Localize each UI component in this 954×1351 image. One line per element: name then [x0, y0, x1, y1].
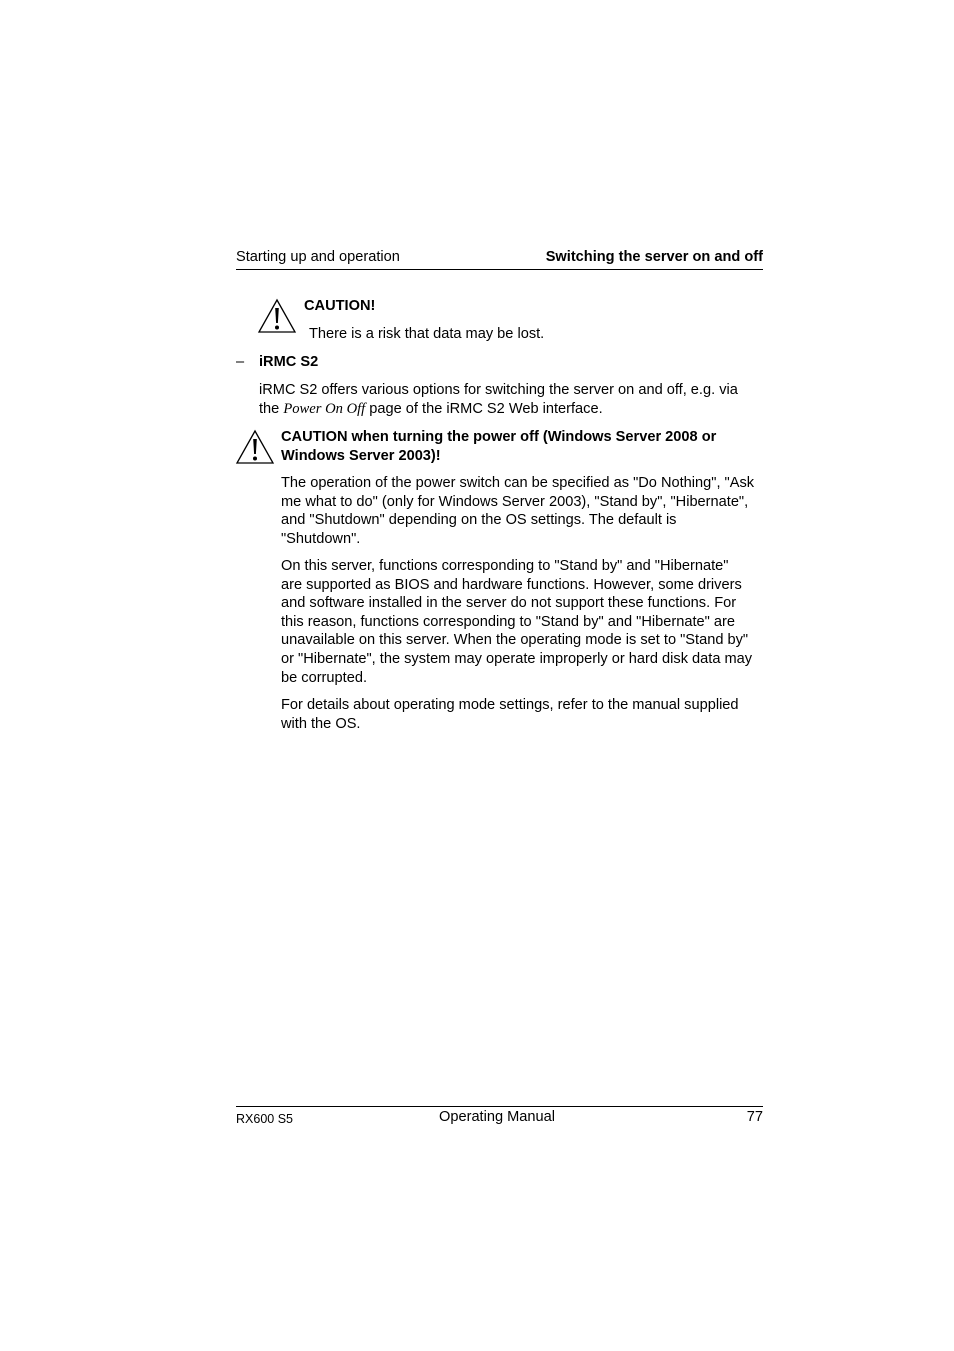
text-line: "Shutdown".	[281, 530, 361, 547]
text-span: the	[259, 400, 284, 417]
warning-triangle-icon	[257, 298, 297, 334]
text-line: this reason, functions corresponding to "Stand by" and "Hibernate" are	[281, 613, 735, 630]
paragraph-os-manual	[281, 696, 765, 733]
footer-manual-title: Operating Manual	[439, 1109, 556, 1125]
caution-title: CAUTION!	[304, 298, 376, 314]
text-line: and "Shutdown" depending on the OS settings. The default is	[281, 512, 677, 529]
paragraph-standby-hibernate	[281, 557, 765, 687]
header-rule	[236, 269, 763, 270]
text-line: unavailable on this server. When the operating mode is set to "Stand by"	[281, 632, 749, 649]
caution-heading-line: Windows Server 2003)!	[281, 447, 441, 464]
text-line: On this server, functions corresponding to "Stand by" and "Hibernate"	[281, 558, 729, 574]
text-line: be corrupted.	[281, 669, 367, 686]
caution-heading	[281, 428, 765, 465]
running-header-chapter: Switching the server on and off	[545, 249, 763, 265]
text-line: or "Hibernate", the system may operate improperly or hard disk data may	[281, 650, 753, 667]
warning-triangle-icon	[235, 429, 275, 465]
irmc-description-line: iRMC S2 offers various options for switching the server on and off, e.g. via	[259, 382, 738, 398]
page-number: 77	[746, 1109, 763, 1125]
web-page-name: Power On Off	[283, 400, 366, 417]
irmc-description-line	[259, 400, 769, 419]
footer-rule	[236, 1106, 763, 1107]
irmc-description	[259, 381, 769, 418]
text-line: For details about operating mode settings, refer to the manual supplied	[281, 697, 739, 713]
text-line: are supported as BIOS and hardware functions. However, some drivers	[281, 576, 742, 593]
caution-heading-line: CAUTION when turning the power off (Windows Server 2008 or	[281, 429, 717, 445]
text-line: with the OS.	[281, 715, 361, 732]
list-dash: –	[236, 354, 245, 370]
paragraph-power-switch	[281, 474, 765, 548]
footer-model: RX600 S5	[236, 1112, 293, 1126]
list-item-title: iRMC S2	[259, 354, 319, 370]
text-line: The operation of the power switch can be specified as "Do Nothing", "Ask	[281, 475, 755, 491]
text-span: page of the iRMC S2 Web interface.	[365, 400, 603, 417]
text-line: me what to do" (only for Windows Server 2003), "Stand by", "Hibernate",	[281, 493, 749, 510]
caution-text: There is a risk that data may be lost.	[309, 326, 545, 342]
running-header-section: Starting up and operation	[236, 249, 400, 265]
text-line: and software installed in the server do not support these functions. For	[281, 595, 737, 612]
